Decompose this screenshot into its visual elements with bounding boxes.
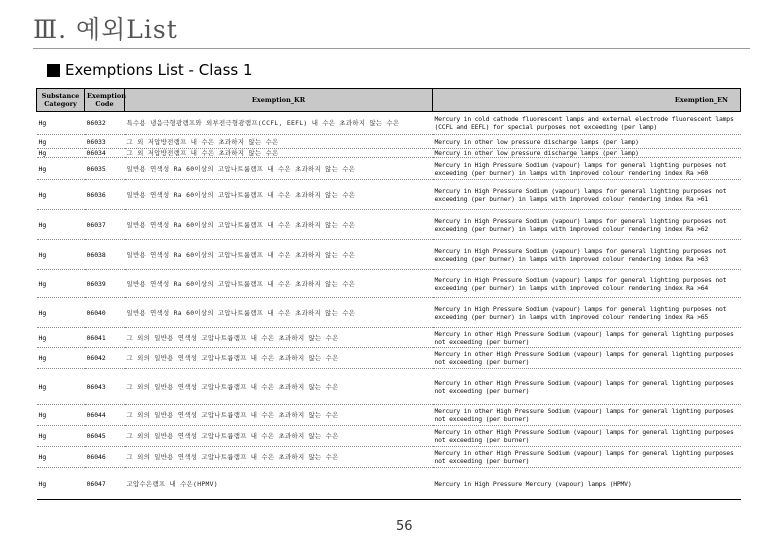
exemption-kr-cell: 그 외 저압방전램프 내 수은 초과하지 않는 수은 <box>125 149 433 158</box>
exemption-kr-cell: 일반용 연색성 Ra 60이상의 고압나트륨램프 내 수은 초과하지 않는 수은 <box>125 298 433 328</box>
exemption-en-cell: Mercury in other High Pressure Sodium (vapour) lamps for general lighting purposes not exceeding (per burner) <box>433 348 741 369</box>
substance-category-cell: Hg <box>37 149 85 158</box>
title-divider <box>33 48 750 49</box>
exemption-kr-cell: 일반용 연색성 Ra 60이상의 고압나트륨램프 내 수은 초과하지 않는 수은 <box>125 158 433 180</box>
substance-category-cell: Hg <box>37 369 85 405</box>
exemption-code-cell: 06036 <box>85 180 125 210</box>
exemption-code-cell: 06039 <box>85 270 125 298</box>
substance-category-cell: Hg <box>37 158 85 180</box>
exemption-code-cell: 06037 <box>85 210 125 240</box>
exemption-code-cell: 06045 <box>85 426 125 447</box>
table-row <box>37 447 741 468</box>
substance-category-cell: Hg <box>37 210 85 240</box>
page-number: 56 <box>396 519 413 534</box>
exemption-en-cell: Mercury in cold cathode fluorescent lamps and external electrode fluorescent lamps (CCFL and EEFL) for special purposes not exceeding (per lamp) <box>433 112 741 135</box>
square-bullet-icon <box>47 64 60 77</box>
exemption-en-cell: Mercury in High Pressure Mercury (vapour) lamps (HPMV) <box>433 468 741 500</box>
exemption-code-cell: 06043 <box>85 369 125 405</box>
exemption-en-cell: Mercury in High Pressure Sodium (vapour) lamps for general lighting purposes not exceeding (per burner) in lamps with improved colour rendering index Ra >64 <box>433 270 741 298</box>
table-row <box>37 149 741 158</box>
substance-category-cell: Hg <box>37 298 85 328</box>
substance-category-cell: Hg <box>37 112 85 135</box>
exemption-code-cell: 06042 <box>85 348 125 369</box>
table-row <box>37 298 741 328</box>
exemption-en-cell: Mercury in other High Pressure Sodium (vapour) lamps for general lighting purposes not exceeding (per burner) <box>433 369 741 405</box>
substance-category-cell: Hg <box>37 328 85 348</box>
section-heading <box>47 61 253 79</box>
substance-category-cell: Hg <box>37 348 85 369</box>
exemption-kr-cell: 일반용 연색성 Ra 60이상의 고압나트륨램프 내 수은 초과하지 않는 수은 <box>125 270 433 298</box>
exemption-kr-cell: 특수용 냉음극형광램프와 외부전극형광램프(CCFL, EEFL) 내 수은 초과하지 않는 수은 <box>125 112 433 135</box>
exemption-en-cell: Mercury in High Pressure Sodium (vapour) lamps for general lighting purposes not exceeding (per burner) in lamps with improved colour rendering index Ra >63 <box>433 240 741 270</box>
substance-category-cell: Hg <box>37 468 85 500</box>
exemptions-table <box>36 88 741 500</box>
exemption-en-cell: Mercury in other High Pressure Sodium (vapour) lamps for general lighting purposes not exceeding (per burner) <box>433 328 741 348</box>
header-exemption-en: Exemption_EN <box>433 89 741 112</box>
page-title: Ⅲ. 예외List <box>33 15 178 44</box>
exemption-kr-cell: 그 외의 일반용 연색성 고압나트륨램프 내 수은 초과하지 않는 수은 <box>125 447 433 468</box>
exemption-code-cell: 06046 <box>85 447 125 468</box>
exemption-kr-cell: 그 외의 일반용 연색성 고압나트륨램프 내 수은 초과하지 않는 수은 <box>125 328 433 348</box>
exemption-en-cell: Mercury in other High Pressure Sodium (vapour) lamps for general lighting purposes not exceeding (per burner) <box>433 405 741 426</box>
exemption-en-cell: Mercury in other low pressure discharge lamps (per lamp) <box>433 135 741 149</box>
substance-category-cell: Hg <box>37 180 85 210</box>
exemption-kr-cell: 그 외의 일반용 연색성 고압나트륨램프 내 수은 초과하지 않는 수은 <box>125 405 433 426</box>
header-substance-category: Substance Category <box>37 89 85 112</box>
exemption-kr-cell: 그 외의 일반용 연색성 고압나트륨램프 내 수은 초과하지 않는 수은 <box>125 348 433 369</box>
exemption-en-cell: Mercury in High Pressure Sodium (vapour) lamps for general lighting purposes not exceeding (per burner) in lamps with improved colour rendering index Ra >65 <box>433 298 741 328</box>
exemption-kr-cell: 그 외의 일반용 연색성 고압나트륨램프 내 수은 초과하지 않는 수은 <box>125 369 433 405</box>
table-header-row <box>37 89 741 112</box>
table-row <box>37 328 741 348</box>
table-row <box>37 348 741 369</box>
substance-category-cell: Hg <box>37 426 85 447</box>
exemption-kr-cell: 일반용 연색성 Ra 60이상의 고압나트륨램프 내 수은 초과하지 않는 수은 <box>125 180 433 210</box>
exemption-en-cell: Mercury in High Pressure Sodium (vapour) lamps for general lighting purposes not exceeding (per burner) in lamps with improved colour rendering index Ra >62 <box>433 210 741 240</box>
table-row <box>37 112 741 135</box>
exemption-en-cell: Mercury in other low pressure discharge lamps (per lamp) <box>433 149 741 158</box>
table-row <box>37 270 741 298</box>
section-heading-text: Exemptions List - Class 1 <box>65 61 253 79</box>
exemption-kr-cell: 일반용 연색성 Ra 60이상의 고압나트륨램프 내 수은 초과하지 않는 수은 <box>125 210 433 240</box>
table-row <box>37 180 741 210</box>
exemption-en-cell: Mercury in High Pressure Sodium (vapour) lamps for general lighting purposes not exceeding (per burner) in lamps with improved colour rendering index Ra >61 <box>433 180 741 210</box>
exemption-code-cell: 06047 <box>85 468 125 500</box>
exemption-code-cell: 06033 <box>85 135 125 149</box>
table-row <box>37 158 741 180</box>
exemption-code-cell: 06032 <box>85 112 125 135</box>
header-exemption-code: Exemption Code <box>85 89 125 112</box>
substance-category-cell: Hg <box>37 405 85 426</box>
exemption-kr-cell: 고압수은램프 내 수은(HPMV) <box>125 468 433 500</box>
substance-category-cell: Hg <box>37 135 85 149</box>
substance-category-cell: Hg <box>37 240 85 270</box>
exemption-kr-cell: 그 외 저압방전램프 내 수은 초과하지 않는 수은 <box>125 135 433 149</box>
exemption-code-cell: 06038 <box>85 240 125 270</box>
header-exemption-kr: Exemption_KR <box>125 89 433 112</box>
exemption-kr-cell: 그 외의 일반용 연색성 고압나트륨램프 내 수은 초과하지 않는 수은 <box>125 426 433 447</box>
exemption-en-cell: Mercury in High Pressure Sodium (vapour) lamps for general lighting purposes not exceeding (per burner) in lamps with improved colour rendering index Ra >60 <box>433 158 741 180</box>
exemption-en-cell: Mercury in other High Pressure Sodium (vapour) lamps for general lighting purposes not exceeding (per burner) <box>433 447 741 468</box>
exemption-code-cell: 06041 <box>85 328 125 348</box>
table-row <box>37 210 741 240</box>
table-row <box>37 240 741 270</box>
substance-category-cell: Hg <box>37 447 85 468</box>
exemption-code-cell: 06044 <box>85 405 125 426</box>
table-row <box>37 405 741 426</box>
exemption-code-cell: 06034 <box>85 149 125 158</box>
exemption-kr-cell: 일반용 연색성 Ra 60이상의 고압나트륨램프 내 수은 초과하지 않는 수은 <box>125 240 433 270</box>
exemption-code-cell: 06035 <box>85 158 125 180</box>
table-row <box>37 468 741 500</box>
exemption-en-cell: Mercury in other High Pressure Sodium (vapour) lamps for general lighting purposes not exceeding (per burner) <box>433 426 741 447</box>
table-row <box>37 426 741 447</box>
exemption-code-cell: 06040 <box>85 298 125 328</box>
table-row <box>37 135 741 149</box>
table-row <box>37 369 741 405</box>
exemptions-table-container <box>36 88 740 500</box>
substance-category-cell: Hg <box>37 270 85 298</box>
